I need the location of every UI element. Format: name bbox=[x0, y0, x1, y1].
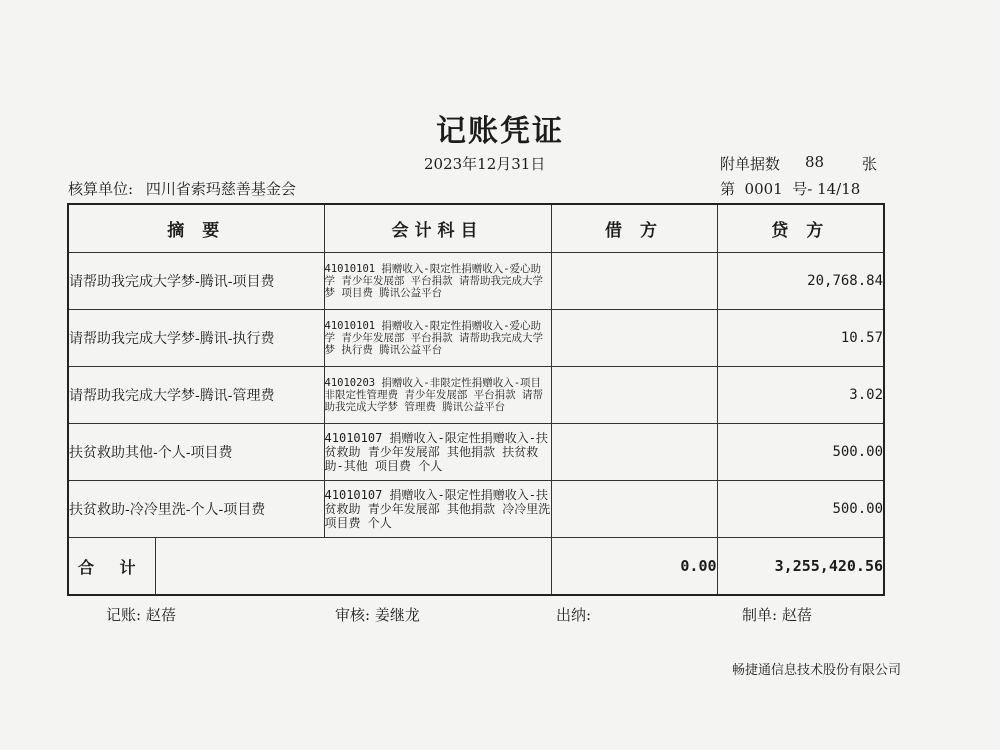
total-row bbox=[68, 538, 884, 596]
attachments-count: 88 bbox=[805, 153, 825, 171]
total-credit: 3,255,420.56 bbox=[717, 538, 884, 596]
accounting-unit bbox=[68, 178, 296, 199]
row-debit bbox=[551, 367, 717, 424]
row-summary: 请帮助我完成大学梦-腾讯-执行费 bbox=[68, 310, 324, 367]
row-summary: 扶贫救助-冷冷里洗-个人-项目费 bbox=[68, 481, 324, 538]
table-header-row bbox=[68, 204, 884, 253]
attachments-label: 附单据数 bbox=[720, 155, 781, 173]
row-credit: 10.57 bbox=[717, 310, 884, 367]
table-row bbox=[68, 310, 884, 367]
preparer-signature: 制单: 赵蓓 bbox=[742, 606, 812, 624]
table-row bbox=[68, 424, 884, 481]
row-credit: 500.00 bbox=[717, 424, 884, 481]
row-debit bbox=[551, 424, 717, 481]
table-row bbox=[68, 253, 884, 310]
row-debit bbox=[551, 253, 717, 310]
row-summary: 扶贫救助其他-个人-项目费 bbox=[68, 424, 324, 481]
row-debit bbox=[551, 481, 717, 538]
accounting-unit-label: 核算单位: bbox=[68, 180, 134, 198]
row-credit: 500.00 bbox=[717, 481, 884, 538]
col-credit-header: 贷 方 bbox=[717, 204, 884, 253]
voucher-table bbox=[67, 203, 885, 596]
reviewer-signature: 审核: 姜继龙 bbox=[335, 606, 420, 624]
voucher-date: 2023年12月31日 bbox=[424, 155, 546, 173]
row-account: 41010107 捐赠收入-限定性捐赠收入-扶贫救助 青少年发展部 其他捐款 冷冷里洗 项目费 个人 bbox=[324, 481, 551, 538]
row-account: 41010101 捐赠收入-限定性捐赠收入-爱心助学 青少年发展部 平台捐款 请帮助我完成大学梦 执行费 腾讯公益平台 bbox=[324, 310, 551, 367]
total-label: 合 计 bbox=[68, 538, 155, 596]
row-summary: 请帮助我完成大学梦-腾讯-项目费 bbox=[68, 253, 324, 310]
table-row bbox=[68, 481, 884, 538]
accounting-unit-name: 四川省索玛慈善基金会 bbox=[145, 180, 296, 198]
voucher-title: 记账凭证 bbox=[436, 114, 564, 149]
bookkeeper-signature: 记账: 赵蓓 bbox=[106, 606, 176, 624]
row-account: 41010101 捐赠收入-限定性捐赠收入-爱心助学 青少年发展部 平台捐款 请帮助我完成大学梦 项目费 腾讯公益平台 bbox=[324, 253, 551, 310]
row-account: 41010203 捐赠收入-非限定性捐赠收入-项目非限定性管理费 青少年发展部 平台捐款 请帮助我完成大学梦 管理费 腾讯公益平台 bbox=[324, 367, 551, 424]
total-blank bbox=[155, 538, 551, 596]
col-account-header: 会计科目 bbox=[324, 204, 551, 253]
row-debit bbox=[551, 310, 717, 367]
software-company: 畅捷通信息技术股份有限公司 bbox=[732, 663, 902, 678]
row-credit: 20,768.84 bbox=[717, 253, 884, 310]
cashier-signature: 出纳: bbox=[556, 606, 592, 624]
table-row bbox=[68, 367, 884, 424]
attachments-unit: 张 bbox=[862, 155, 878, 173]
row-summary: 请帮助我完成大学梦-腾讯-管理费 bbox=[68, 367, 324, 424]
col-debit-header: 借 方 bbox=[551, 204, 717, 253]
row-credit: 3.02 bbox=[717, 367, 884, 424]
col-summary-header: 摘 要 bbox=[68, 204, 324, 253]
row-account: 41010107 捐赠收入-限定性捐赠收入-扶贫救助 青少年发展部 其他捐款 扶贫救助-其他 项目费 个人 bbox=[324, 424, 551, 481]
voucher-number: 第 0001 号- 14/18 bbox=[720, 180, 861, 198]
total-debit: 0.00 bbox=[551, 538, 717, 596]
